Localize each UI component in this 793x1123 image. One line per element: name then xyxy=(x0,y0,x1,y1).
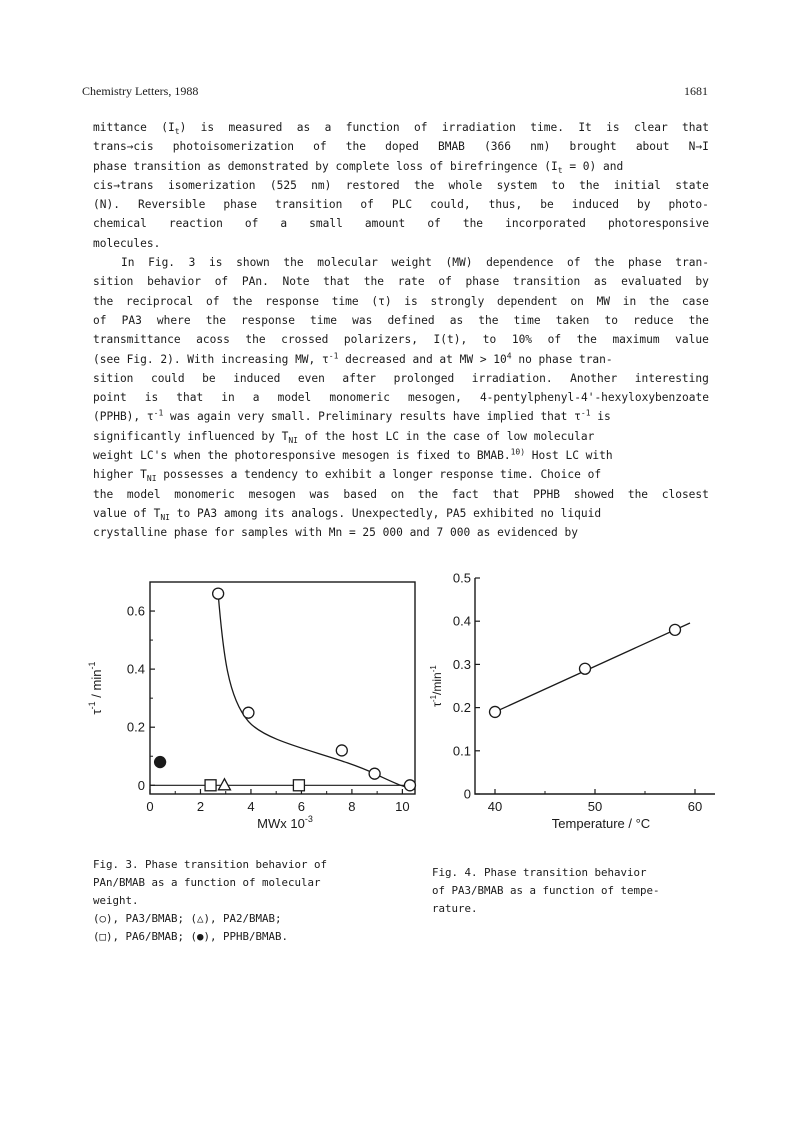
fig3-caption-line-4: (○), PA3/BMAB; (△), PA2/BMAB; xyxy=(93,912,282,925)
body-line-5: (N). Reversible phase transition of PLC could, thus, be induced by photo- xyxy=(93,198,709,212)
fig4-point xyxy=(580,663,591,674)
fig3-x-tick-label: 6 xyxy=(297,799,306,814)
fig4-point xyxy=(490,706,501,717)
body-line-18: weight LC's when the photoresponsive mesogen is fixed to BMAB.$^{10)}$ Host LC with xyxy=(93,447,613,463)
fig3-x-tick-label: 8 xyxy=(348,799,356,814)
fig4-tick-labels xyxy=(453,571,702,815)
fig3-point-open-square xyxy=(205,780,216,791)
body-line-15: point is that in a model monomeric mesogen, 4-pentylphenyl-4'-hexyloxybenzoate xyxy=(93,391,709,405)
fig3-point-open-circle xyxy=(336,745,347,756)
fig3-x-tick-label: 0 xyxy=(146,799,154,814)
fig4-axes xyxy=(475,578,715,794)
fig3-point-open-circle xyxy=(369,768,380,779)
body-line-14: sition could be induced even after prolonged irradiation. Another interesting xyxy=(93,371,709,385)
journal-header: Chemistry Letters, 1988 xyxy=(82,84,199,98)
fig4-y-axis-label: $\tau^{-1}/\min^{-1}$ xyxy=(429,665,444,707)
fig3-caption-line-2: PAn/BMAB as a function of molecular xyxy=(93,876,321,889)
body-line-17: significantly influenced by $T_{NI}$ of the host LC in the case of low molecular xyxy=(93,429,595,445)
body-line-6: chemical reaction of a small amount of the incorporated photoresponsive xyxy=(93,217,709,231)
fig3-point-open-circle xyxy=(243,707,254,718)
fig4-caption-line-1: Fig. 4. Phase transition behavior xyxy=(432,866,647,879)
fig3-point-open-triangle xyxy=(218,779,230,790)
body-line-12: transmittance acoss the crossed polarizers, I(t), to 10% of the maximum value xyxy=(93,333,709,347)
body-line-16: (PPHB), $\tau^{-1}$ was again very small. Preliminary results have implied that $\tau^{-1}$ is xyxy=(93,408,611,424)
figure-4-chart xyxy=(425,570,730,840)
fig4-ticks xyxy=(475,578,695,794)
fig3-tick-labels xyxy=(127,604,410,814)
fig4-caption-line-2: of PA3/BMAB as a function of tempe- xyxy=(432,884,660,897)
fig3-x-tick-label: 10 xyxy=(395,799,410,814)
figure-3-chart xyxy=(85,570,425,840)
fig3-points xyxy=(155,588,416,791)
fig3-y-tick-label: 0 xyxy=(137,777,145,793)
fig3-x-tick-label: 4 xyxy=(247,799,255,814)
body-line-2: trans→cis photoisomerization of the doped BMAB (366 nm) brought about N→I xyxy=(93,140,709,154)
fig4-y-tick-label: 0.3 xyxy=(452,656,471,672)
figure-3-caption xyxy=(93,856,327,946)
fig4-caption-line-3: rature. xyxy=(432,902,478,915)
fig3-point-open-circle xyxy=(213,588,224,599)
fig3-x-axis-label: MWx $10^{-3}$ xyxy=(257,814,313,831)
fig4-x-tick-label: 50 xyxy=(587,799,603,814)
fig4-y-tick-label: 0.5 xyxy=(452,570,471,586)
body-line-4: cis→trans isomerization (525 nm) restored the whole system to the initial state xyxy=(93,178,709,192)
fig3-y-axis-label: $\tau^{-1} / \min^{-1}$ xyxy=(87,661,104,715)
body-line-10: the reciprocal of the response time (τ) is strongly dependent on MW in the case xyxy=(93,294,709,308)
body-line-7: molecules. xyxy=(93,236,161,250)
fig3-point-filled-circle xyxy=(155,757,166,768)
body-line-1: mittance $(I_t)$ is measured as a function of irradiation time. It is clear that xyxy=(93,121,709,137)
body-line-13: (see Fig. 2). With increasing MW, $\tau^{-1}$ decreased and at MW > $10^4$ no phase tran- xyxy=(93,350,613,366)
fig4-y-tick-label: 0.4 xyxy=(452,613,471,629)
fig4-point xyxy=(670,624,681,635)
body-text xyxy=(93,118,709,543)
fig4-x-axis-label: Temperature / °C xyxy=(551,816,651,831)
body-line-21: value of $T_{NI}$ to PA3 among its analogs. Unexpectedly, PA5 exhibited no liquid xyxy=(93,506,602,523)
fig3-point-open-square xyxy=(293,780,304,791)
fig3-caption-line-1: Fig. 3. Phase transition behavior of xyxy=(93,858,328,871)
fig3-fit-lines xyxy=(150,594,415,790)
fig4-y-tick-label: 0.2 xyxy=(452,700,471,716)
fig3-y-tick-label: 0.2 xyxy=(126,719,145,735)
page-number: 1681 xyxy=(684,84,708,98)
body-line-20: the model monomeric mesogen was based on the fact that PPHB showed the closest xyxy=(93,487,709,501)
fig3-frame xyxy=(150,582,415,794)
body-line-3: phase transition as demonstrated by complete loss of birefringence $(I_t = 0)$ and xyxy=(93,159,624,175)
fig4-y-tick-label: 0.1 xyxy=(452,743,471,759)
fig3-y-tick-label: 0.6 xyxy=(126,603,145,619)
fig3-y-tick-label: 0.4 xyxy=(126,661,145,677)
fig4-x-tick-label: 60 xyxy=(687,799,703,814)
fig4-points xyxy=(490,624,681,717)
body-line-11: of PA3 where the response time was defined as the time taken to reduce the xyxy=(93,313,709,327)
fig3-caption-line-5: (□), PA6/BMAB; (●), PPHB/BMAB. xyxy=(93,930,289,943)
body-line-9: sition behavior of PAn. Note that the rate of phase transition as evaluated by xyxy=(93,275,709,289)
fig3-point-open-circle xyxy=(404,780,415,791)
fig3-x-tick-label: 2 xyxy=(196,799,205,814)
body-line-8: In Fig. 3 is shown the molecular weight (MW) dependence of the phase tran- xyxy=(121,256,709,270)
fig3-ticks xyxy=(150,611,402,794)
body-line-22: crystalline phase for samples with Mn = 25 000 and 7 000 as evidenced by xyxy=(93,526,578,540)
fig4-x-tick-label: 40 xyxy=(487,799,503,814)
fig4-y-tick-label: 0 xyxy=(463,786,471,802)
body-line-19: higher $T_{NI}$ possesses a tendency to exhibit a longer response time. Choice of xyxy=(93,468,602,484)
figure-4-caption xyxy=(432,864,660,918)
fig3-pa3-curve xyxy=(218,594,415,790)
fig3-caption-line-3: weight. xyxy=(93,894,139,907)
